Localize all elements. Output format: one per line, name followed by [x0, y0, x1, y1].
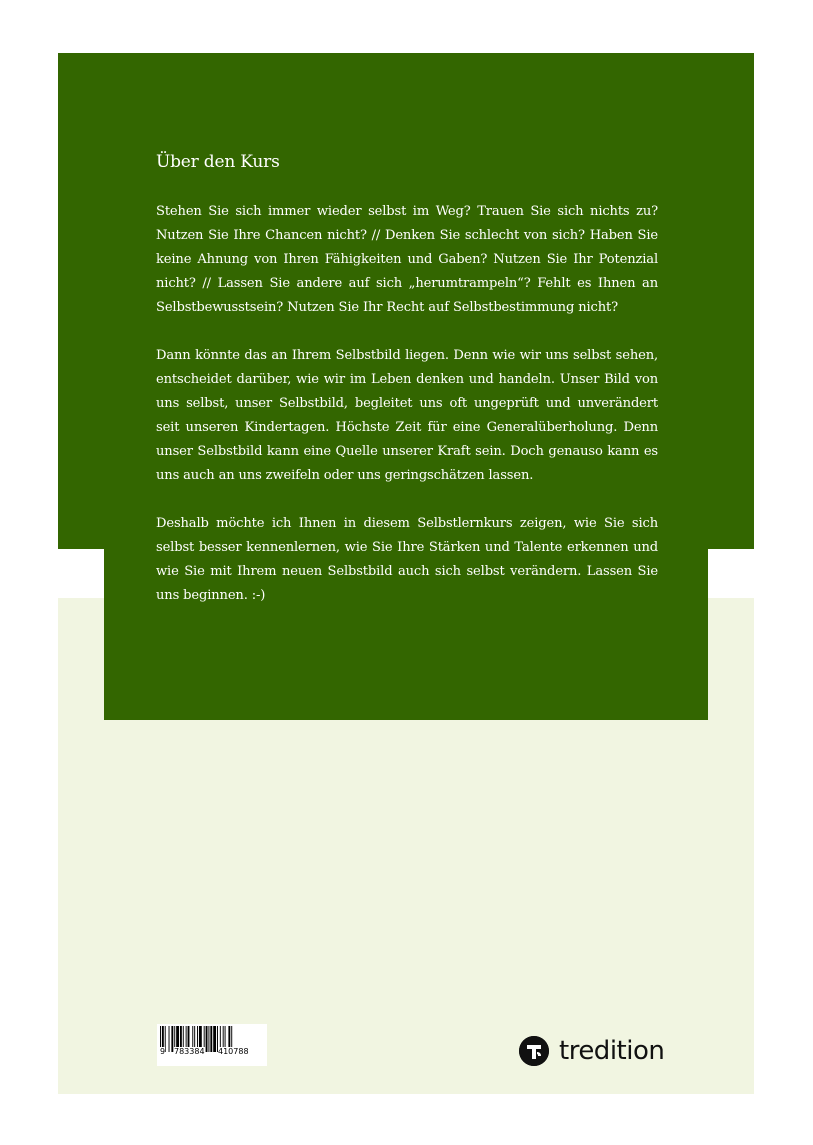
- blurb-content: [156, 150, 658, 632]
- isbn-barcode: [157, 1024, 267, 1066]
- book-back-cover: [58, 53, 754, 1094]
- barcode-bars: [157, 1024, 267, 1066]
- barcode-first-digit: 9: [160, 1047, 166, 1056]
- publisher-name: tredition: [559, 1036, 665, 1066]
- tredition-logo-icon: [519, 1036, 549, 1066]
- barcode-right-digits: 410788: [218, 1047, 249, 1056]
- publisher-logo: [519, 1035, 664, 1067]
- blurb-paragraph: Dann könnte das an Ihrem Selbstbild liegen. Denn wie wir uns selbst sehen, entscheidet darüber, wie wir im Leben denken und handeln. Unser Bild von uns selbst, unser Selbstbild, begleitet uns oft ungeprüft und unverändert seit unseren Kindertagen. Höchste Zeit für eine Generalüberholung. Denn unser Selbstbild kann eine Quelle unserer Kraft sein. Doch genauso kann es uns auch an uns zweifeln oder uns geringschätzen lassen.: [156, 348, 658, 483]
- barcode-left-digits: 783384: [174, 1047, 205, 1056]
- blurb-paragraph: Deshalb möchte ich Ihnen in diesem Selbstlernkurs zeigen, wie Sie sich selbst besser kennenlernen, wie Sie Ihre Stärken und Talente erkennen und wie Sie mit Ihrem neuen Selbstbild auch sich selbst verändern. Lassen Sie uns beginnen. :-): [156, 516, 658, 603]
- blurb-heading: Über den Kurs: [156, 152, 280, 172]
- blurb-paragraph: Stehen Sie sich immer wieder selbst im Weg? Trauen Sie sich nichts zu? Nutzen Sie Ihre Chancen nicht? // Denken Sie schlecht von sich? Haben Sie keine Ahnung von Ihren Fähigkeiten und Gaben? Nutzen Sie Ihr Potenzial nicht? // Lassen Sie andere auf sich „herumtrampeln“? Fehlt es Ihnen an Selbstbewusstsein? Nutzen Sie Ihr Recht auf Selbstbestimmung nicht?: [156, 204, 658, 315]
